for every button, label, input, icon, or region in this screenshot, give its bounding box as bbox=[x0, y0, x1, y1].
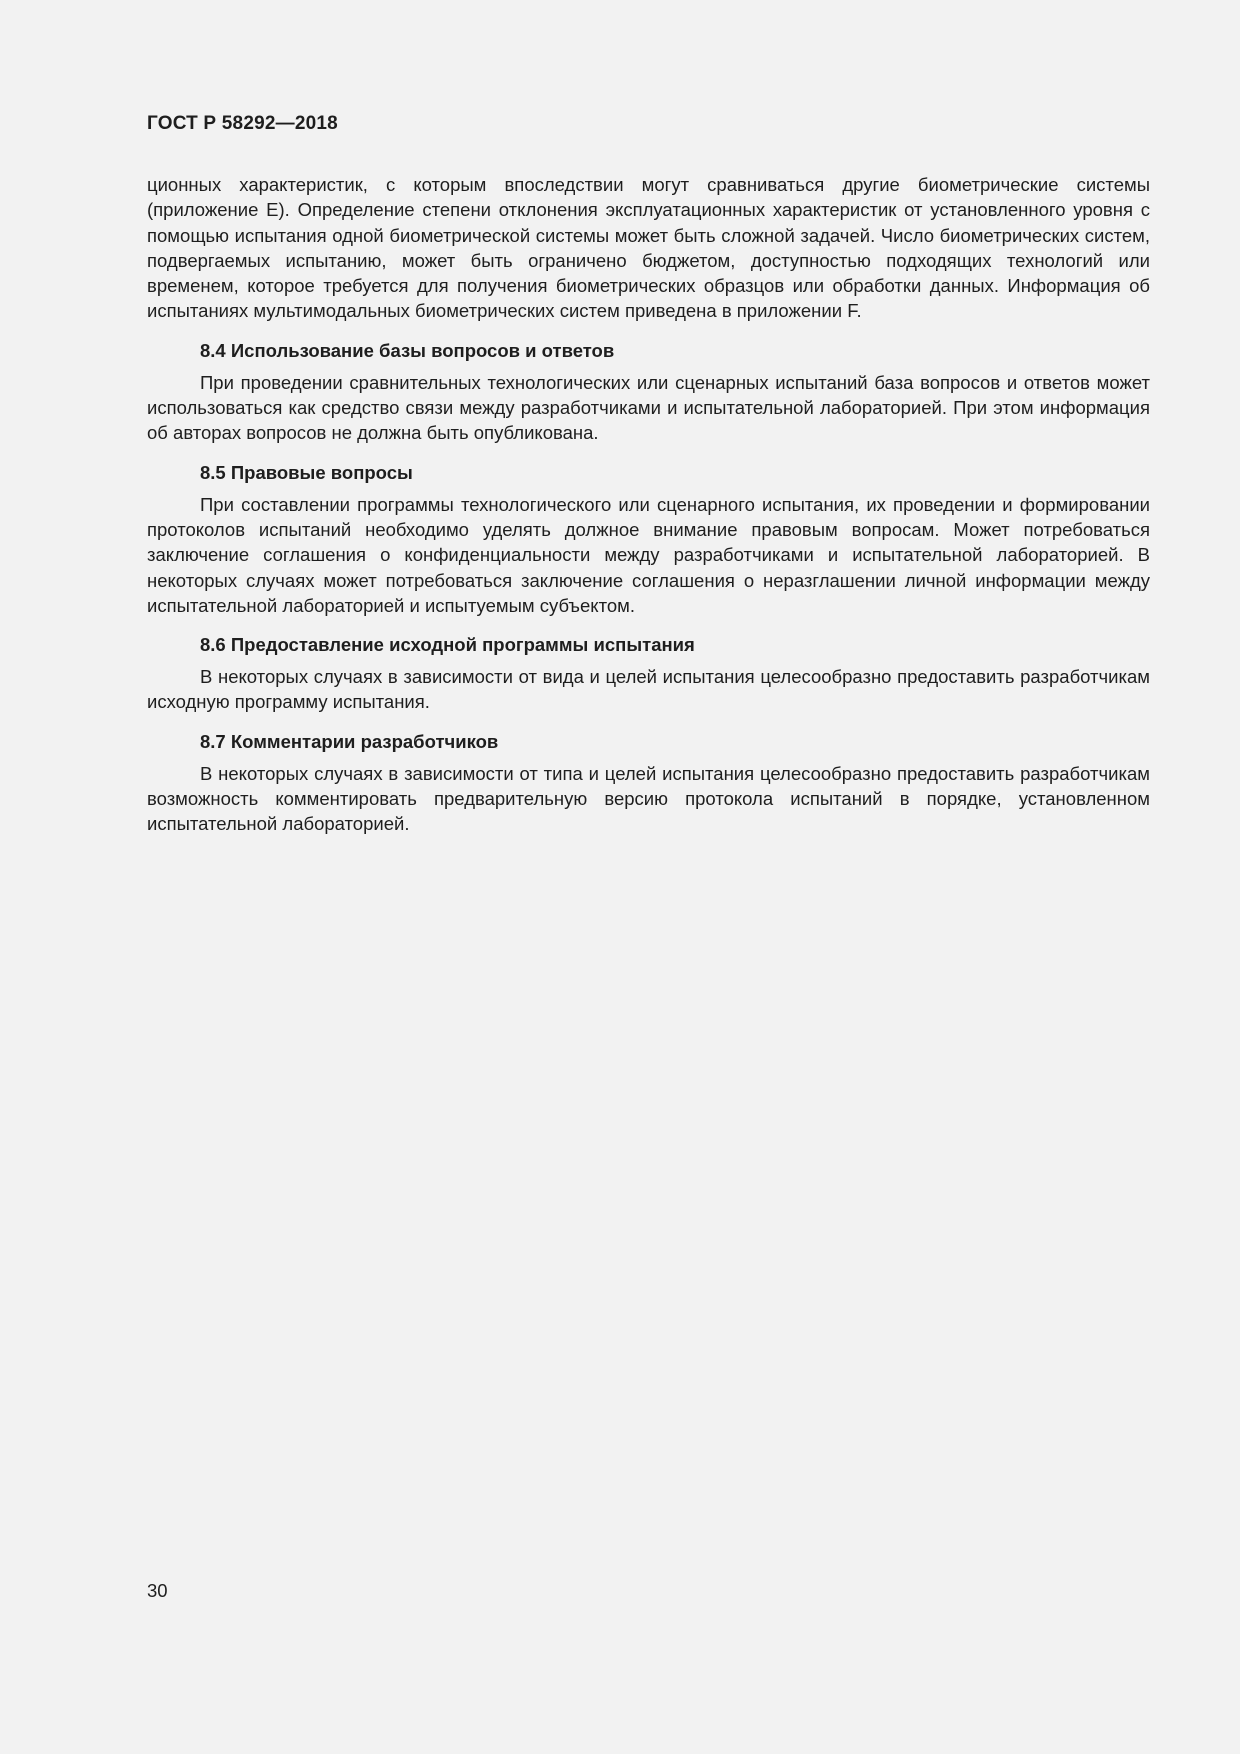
section-text-8-6: В некоторых случаях в зависимости от вида и целей испытания целесообразно предоставить разработчикам исходную программу испытания. bbox=[147, 666, 1150, 713]
document-body bbox=[147, 172, 1150, 837]
intro-paragraph: ционных характеристик, с которым впоследствии могут сравниваться другие биометрические системы (приложение Е). Определение степени отклонения эксплуатационных характеристик от установленного уровня с помощью испытания одной биометрической системы может быть сложной задачей. Число биометрических систем, подвергаемых испытанию, может быть ограничено бюджетом, доступностью подходящих технологий или временем, которое требуется для получения биометрических образцов или обработки данных. Информация об испытаниях мультимодальных биометрических систем приведена в приложении F. bbox=[147, 174, 1150, 322]
section-heading-8-5: 8.5 Правовые вопросы bbox=[200, 461, 413, 483]
page-number: 30 bbox=[147, 1580, 168, 1601]
section-text-8-5: При составлении программы технологического или сценарного испытания, их проведении и формировании протоколов испытаний необходимо уделять должное внимание правовым вопросам. Может потребоваться заключение соглашения о конфиденциальности между разработчиками и испытательной лабораторией. В некоторых случаях может потребоваться заключение соглашения о неразглашении личной информации между испытательной лабораторией и испытуемым субъектом. bbox=[147, 493, 1150, 616]
section-heading-8-6: 8.6 Предоставление исходной программы испытания bbox=[200, 634, 695, 656]
document-code: ГОСТ Р 58292—2018 bbox=[147, 113, 338, 134]
section-heading-8-4: 8.4 Использование базы вопросов и ответов bbox=[200, 339, 615, 361]
section-text-8-7: В некоторых случаях в зависимости от типа и целей испытания целесообразно предоставить разработчикам возможность комментировать предварительную версию протокола испытаний в порядке, установленном испытательной лабораторией. bbox=[147, 762, 1150, 835]
section-heading-8-7: 8.7 Комментарии разработчиков bbox=[200, 730, 499, 752]
section-text-8-4: При проведении сравнительных технологических или сценарных испытаний база вопросов и ответов может использоваться как средство связи между разработчиками и испытательной лабораторией. При этом информация об авторах вопросов не должна быть опубликована. bbox=[147, 371, 1150, 444]
